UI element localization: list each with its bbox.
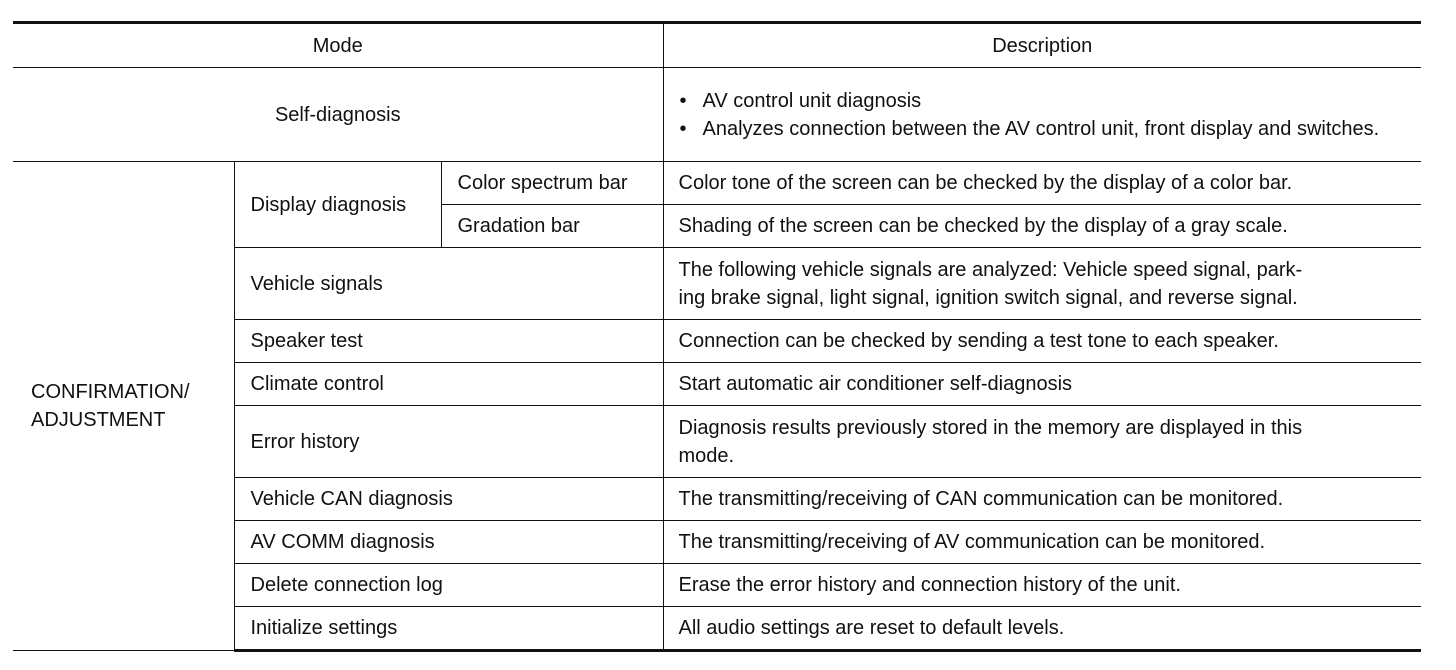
table-header-row xyxy=(13,23,1421,68)
mode-description-table xyxy=(13,21,1421,652)
description-error-history xyxy=(663,406,1421,478)
description-speaker-test: Connection can be checked by sending a test tone to each speaker. xyxy=(663,320,1421,363)
bullet-text: Analyzes connection between the AV control unit, front display and switches. xyxy=(702,117,1380,140)
mode-self-diagnosis: Self-diagnosis xyxy=(13,68,663,162)
description-delete-connection-log: Erase the error history and connection history of the unit. xyxy=(663,564,1421,607)
mode-color-spectrum-bar: Color spectrum bar xyxy=(441,162,663,205)
description-line: mode. xyxy=(678,444,735,467)
description-line: The following vehicle signals are analyzed: Vehicle speed signal, park- xyxy=(678,258,1303,281)
description-gradation-bar: Shading of the screen can be checked by the display of a gray scale. xyxy=(663,205,1421,248)
description-av-comm-diagnosis: The transmitting/receiving of AV communication can be monitored. xyxy=(663,521,1421,564)
description-color-spectrum-bar: Color tone of the screen can be checked by the display of a color bar. xyxy=(663,162,1421,205)
description-vehicle-signals xyxy=(663,248,1421,320)
description-self-diagnosis xyxy=(663,68,1421,162)
group-label-line: ADJUSTMENT xyxy=(31,409,166,431)
mode-display-diagnosis: Display diagnosis xyxy=(234,162,441,248)
mode-group-confirmation-adjustment xyxy=(13,162,234,651)
group-label-line: CONFIRMATION/ xyxy=(31,381,190,403)
mode-speaker-test: Speaker test xyxy=(234,320,663,363)
description-climate-control: Start automatic air conditioner self-diagnosis xyxy=(663,363,1421,406)
table-row-color-spectrum-bar xyxy=(13,162,1421,205)
bullet-text: AV control unit diagnosis xyxy=(702,89,922,112)
bullet-marker: • xyxy=(679,89,687,112)
header-description: Description xyxy=(663,23,1421,68)
mode-error-history: Error history xyxy=(234,406,663,478)
mode-vehicle-can-diagnosis: Vehicle CAN diagnosis xyxy=(234,478,663,521)
table-row-self-diagnosis xyxy=(13,68,1421,162)
list-item xyxy=(679,87,1414,115)
mode-initialize-settings: Initialize settings xyxy=(234,607,663,651)
mode-av-comm-diagnosis: AV COMM diagnosis xyxy=(234,521,663,564)
description-line: ing brake signal, light signal, ignition switch signal, and reverse signal. xyxy=(678,286,1298,309)
list-item xyxy=(679,115,1414,143)
description-initialize-settings: All audio settings are reset to default levels. xyxy=(663,607,1421,651)
mode-climate-control: Climate control xyxy=(234,363,663,406)
bullet-list xyxy=(679,87,1414,143)
description-line: Diagnosis results previously stored in the memory are displayed in this xyxy=(678,416,1303,439)
mode-delete-connection-log: Delete connection log xyxy=(234,564,663,607)
mode-gradation-bar: Gradation bar xyxy=(441,205,663,248)
header-mode: Mode xyxy=(13,23,663,68)
mode-vehicle-signals: Vehicle signals xyxy=(234,248,663,320)
description-vehicle-can-diagnosis: The transmitting/receiving of CAN communication can be monitored. xyxy=(663,478,1421,521)
bullet-marker: • xyxy=(679,117,687,140)
